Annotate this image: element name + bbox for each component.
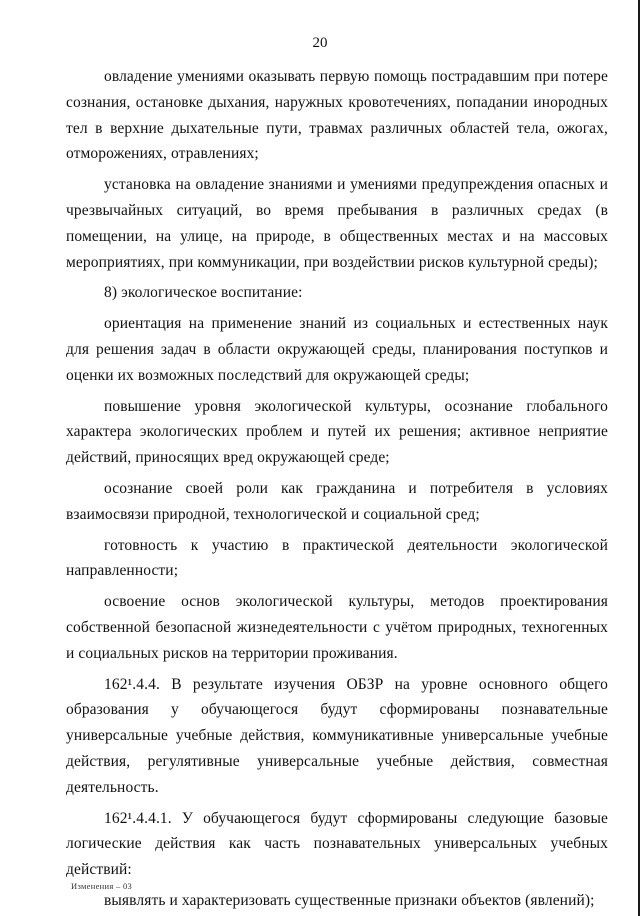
page-number: 20	[312, 35, 328, 51]
body-text	[66, 64, 608, 914]
paragraph-ecological-education-heading: 8) экологическое воспитание:	[104, 284, 303, 302]
paragraph-basics-mastery: освоение основ экологической культуры, методов проектирования собственной безопасной жизнедеятельности с учётом природных, техногенных и социальных рисков на территории проживания.	[66, 593, 608, 662]
paragraph-identify-features: выявлять и характеризовать существенные признаки объектов (явлений);	[104, 891, 595, 909]
paragraph-emergency-prevention: установка на овладение знаниями и умениями предупреждения опасных и чрезвычайных ситуаций, во время пребывания в различных средах (в помещении, на улице, на природе, в общественных местах и на массовых мероприятиях, при коммуникации, при воздействии рисков культурной среды);	[66, 176, 608, 271]
paragraph-ecological-culture: повышение уровня экологической культуры, осознание глобального характера экологических проблем и путей их решения; активное неприятие действий, приносящих вред окружающей среде;	[66, 397, 608, 467]
paragraph-knowledge-application: ориентация на применение знаний из социальных и естественных наук для решения задач в области окружающей среды, планирования поступков и оценки их возможных последствий для окружающей среды;	[66, 315, 608, 384]
paragraph-readiness: готовность к участию в практической деятельности экологической направленности;	[66, 536, 608, 580]
paragraph-citizen-role: осознание своей роли как гражданина и потребителя в условиях взаимосвязи природной, технологической и социальной сред;	[66, 479, 608, 523]
paragraph-first-aid: овладение умениями оказывать первую помощь пострадавшим при потере сознания, остановке дыхания, наружных кровотечениях, попадании инородных тел в верхние дыхательные пути, травмах различных областей тела, ожогах, отморожениях, отравлениях;	[66, 68, 608, 163]
paragraph-section-162-4-4: 162¹.4.4. В результате изучения ОБЗР на уровне основного общего образования у обучающегося будут сформированы познавательные универсальные учебные действия, коммуникативные универсальные учебные действия, регулятивные универсальные учебные действия, совместная деятельность.	[66, 675, 608, 796]
footer-revision-note: Изменения – 03	[71, 881, 133, 891]
paragraph-section-162-4-4-1: 162¹.4.4.1. У обучающегося будут сформированы следующие базовые логические действия как часть познавательных универсальных учебных действий:	[66, 809, 608, 879]
